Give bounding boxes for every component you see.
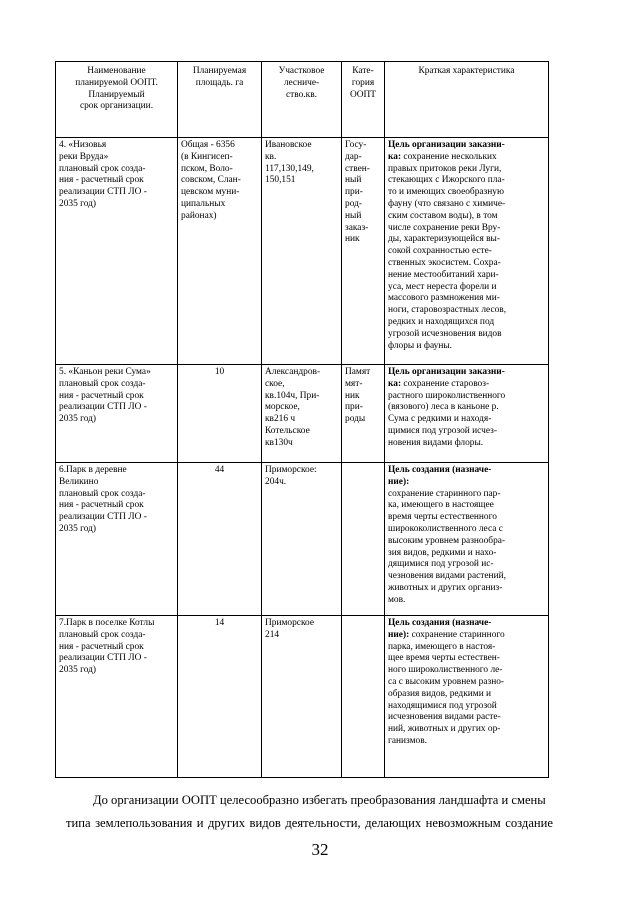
row-area: 44 (178, 463, 262, 616)
description-body: сохранение нескольких правых притоков реки Луги, стекающих с Ижорского пла- то и имеющих своеобразную фауну (что связано с химиче- ским составом воды), в том числе сохранение реки Вру- ды, характеризующейся вы- сокой сохранностью есте- ственных экосистем. Сохра- нение местообитаний хари- уса, мест нереста форели и массового размножения ми- ноги, старовозрастных лесов, редких и находящихся под угрозой исчезновения видов флоры и фауны. (388, 151, 507, 351)
description-body: сохранение старинного парка, имеющего в настоя- щее время черты естествен- ного широколиственного ле- са с высоким уровнем разно- образия видов, редкими и находящимися под угрозой исчезновения видами расте- ний, животных и других ор- ганизмов. (388, 629, 505, 746)
header-category: Кате- гория ООПТ (342, 62, 385, 138)
row-area: 14 (178, 616, 262, 778)
row-forestry: Приморское: 204ч. (262, 463, 342, 616)
table-row (56, 138, 549, 365)
row-area: 10 (178, 365, 262, 463)
row-area: Общая - 6356 (в Кингисеп- пском, Воло- совском, Слан- цевском муни- ципальных районах) (178, 138, 262, 365)
row-name: 5. «Каньон реки Сума» плановый срок созда- ния - расчетный срок реализации СТП ЛО - 2035 год) (56, 365, 178, 463)
row-description (385, 616, 549, 778)
description-body: сохранение старовоз- растного широколиственного (вязового) леса в каньоне р. Сума с редкими и находя- щимися под угрозой исчез- новения видами флоры. (388, 378, 506, 448)
row-description (385, 138, 549, 365)
body-paragraph-line-2: типа землепользования и других видов деятельности, делающих невозможным создание (66, 816, 553, 830)
row-description (385, 365, 549, 463)
row-name: 6.Парк в деревне Великино плановый срок созда- ния - расчетный срок реализации СТП ЛО - 2035 год) (56, 463, 178, 616)
description-title: Цель организации заказни- ка: (388, 140, 505, 162)
row-forestry: Ивановское кв. 117,130,149, 150,151 (262, 138, 342, 365)
row-forestry: Александров- ское, кв.104ч, При- морское, кв216 ч Котельское кв130ч (262, 365, 342, 463)
oopt-table (55, 61, 549, 778)
body-paragraph-line-1: До организации ООПТ целесообразно избегать преобразования ландшафта и смены (93, 793, 546, 807)
header-description: Краткая характеристика (385, 62, 549, 138)
header-forestry: Участковое лесниче- ство.кв. (262, 62, 342, 138)
row-forestry: Приморское 214 (262, 616, 342, 778)
table-row (56, 616, 549, 778)
description-title: Цель создания (назначе- ние): (388, 618, 492, 640)
row-name: 4. «Низовья реки Вруда» плановый срок созда- ния - расчетный срок реализации СТП ЛО - 2035 год) (56, 138, 178, 365)
row-category: Памят мят- ник при- роды (342, 365, 385, 463)
table-row (56, 463, 549, 616)
page-number: 32 (311, 840, 329, 859)
row-category (342, 463, 385, 616)
header-name: Наименование планируемой ООПТ. Планируемый срок организации. (56, 62, 178, 138)
row-name: 7.Парк в поселке Котлы плановый срок созда- ния - расчетный срок реализации СТП ЛО - 2035 год) (56, 616, 178, 778)
row-description (385, 463, 549, 616)
description-title: Цель организации заказни- ка: (388, 367, 505, 389)
description-title: Цель создания (назначе- ние): (388, 465, 492, 487)
table-row (56, 365, 549, 463)
row-category (342, 616, 385, 778)
row-category: Госу- дар- ствен- ный при- род- ный заказ- ник (342, 138, 385, 365)
header-area: Планируемая площадь. га (178, 62, 262, 138)
description-body: сохранение старинного пар- ка, имеющего в настоящее время черты естественного ширококолиственного леса с высоким уровнем разнообра- зия видов, редкими и нахо- дящимися под угрозой ис- чезновения видами растений, животных и других организ- мов. (388, 488, 506, 605)
table-header-row (56, 62, 549, 138)
